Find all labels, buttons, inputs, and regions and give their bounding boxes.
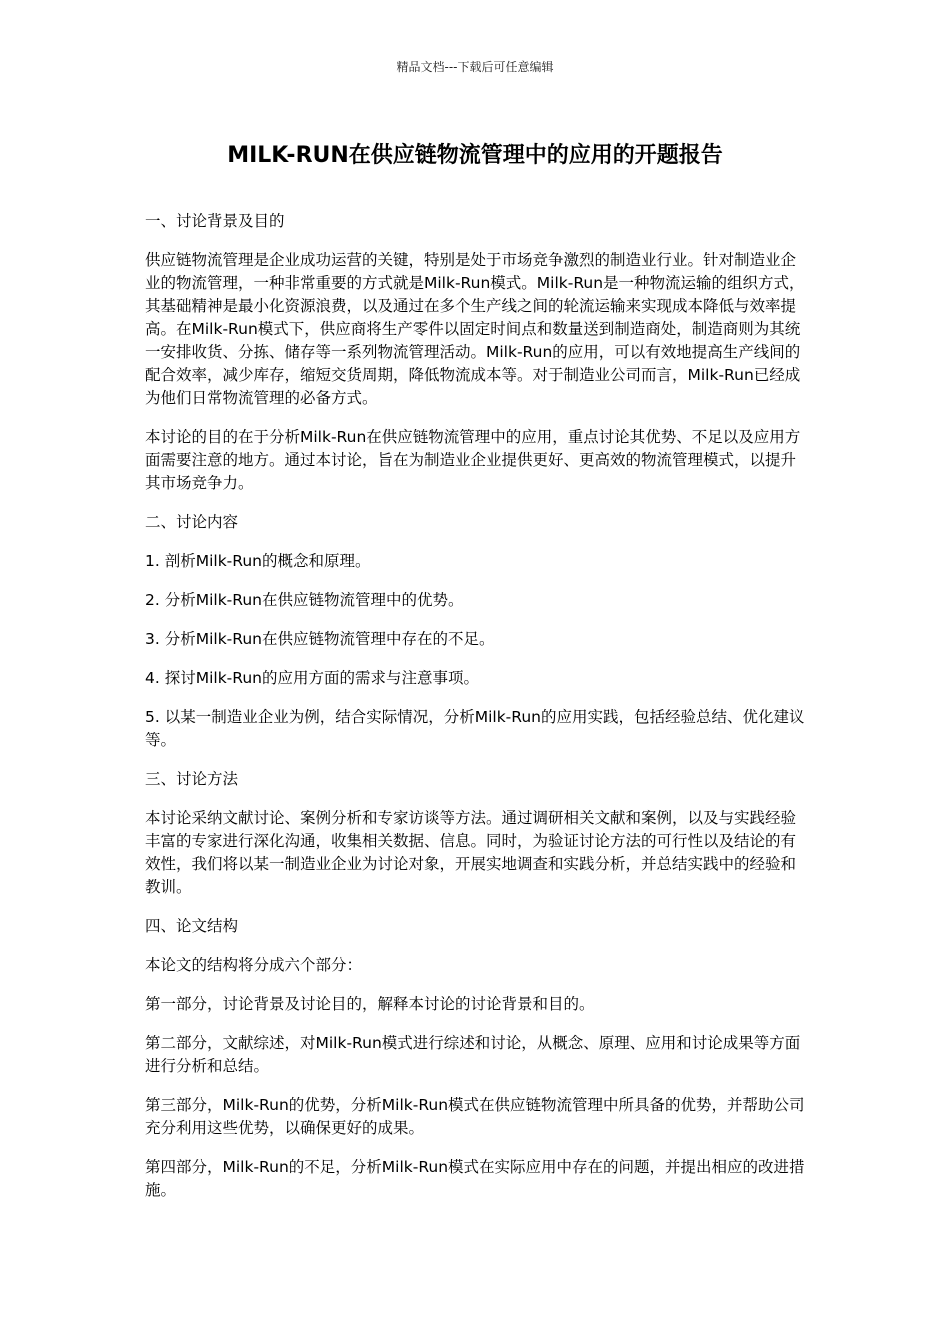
- body-paragraph: 本论文的结构将分成六个部分：: [145, 956, 363, 974]
- list-item: 1. 剖析Milk-Run的概念和原理。: [145, 552, 371, 570]
- body-paragraph: 第三部分，Milk-Run的优势，分析Milk-Run模式在供应链物流管理中所具备的优势，并帮助公司充分利用这些优势，以确保更好的成果。: [145, 1096, 805, 1137]
- section-heading: 二、讨论内容: [145, 513, 239, 531]
- list-item: 5. 以某一制造业企业为例，结合实际情况，分析Milk-Run的应用实践，包括经验总结、优化建议等。: [145, 708, 805, 749]
- body-paragraph: 本讨论采纳文献讨论、案例分析和专家访谈等方法。通过调研相关文献和案例，以及与实践经验丰富的专家进行深化沟通，收集相关数据、信息。同时，为验证讨论方法的可行性以及结论的有效性，我们将以某一制造业企业为讨论对象，开展实地调查和实践分析，并总结实践中的经验和教训。: [145, 809, 797, 896]
- list-item: 3. 分析Milk-Run在供应链物流管理中存在的不足。: [145, 630, 495, 648]
- section-heading: 三、讨论方法: [145, 770, 239, 788]
- body-paragraph: 本讨论的目的在于分析Milk-Run在供应链物流管理中的应用，重点讨论其优势、不足以及应用方面需要注意的地方。通过本讨论，旨在为制造业企业提供更好、更高效的物流管理模式，以提升其市场竞争力。: [145, 428, 801, 492]
- document-body: [145, 210, 810, 1218]
- list-item: 2. 分析Milk-Run在供应链物流管理中的优势。: [145, 591, 464, 609]
- body-paragraph: 第一部分，讨论背景及讨论目的，解释本讨论的讨论背景和目的。: [145, 995, 595, 1013]
- section-heading: 一、讨论背景及目的: [145, 212, 285, 230]
- body-paragraph: 第二部分，文献综述，对Milk-Run模式进行综述和讨论，从概念、原理、应用和讨论成果等方面进行分析和总结。: [145, 1034, 801, 1075]
- header-note: 精品文档---下载后可任意编辑: [396, 60, 554, 74]
- body-paragraph: 第四部分，Milk-Run的不足，分析Milk-Run模式在实际应用中存在的问题，并提出相应的改进措施。: [145, 1158, 805, 1199]
- list-item: 4. 探讨Milk-Run的应用方面的需求与注意事项。: [145, 669, 479, 687]
- body-paragraph: 供应链物流管理是企业成功运营的关键，特别是处于市场竞争激烈的制造业行业。针对制造业企业的物流管理，一种非常重要的方式就是Milk-Run模式。Milk-Run是一种物流运输的组织方式，其基础精神是最小化资源浪费，以及通过在多个生产线之间的轮流运输来实现成本降低与效率提高。在Milk-Run模式下，供应商将生产零件以固定时间点和数量送到制造商处，制造商则为其统一安排收货、分拣、储存等一系列物流管理活动。Milk-Run的应用，可以有效地提高生产线间的配合效率，减少库存，缩短交货周期，降低物流成本等。对于制造业公司而言，Milk-Run已经成为他们日常物流管理的必备方式。: [145, 251, 805, 407]
- document-title: MILK-RUN在供应链物流管理中的应用的开题报告: [227, 143, 723, 168]
- section-heading: 四、论文结构: [145, 917, 239, 935]
